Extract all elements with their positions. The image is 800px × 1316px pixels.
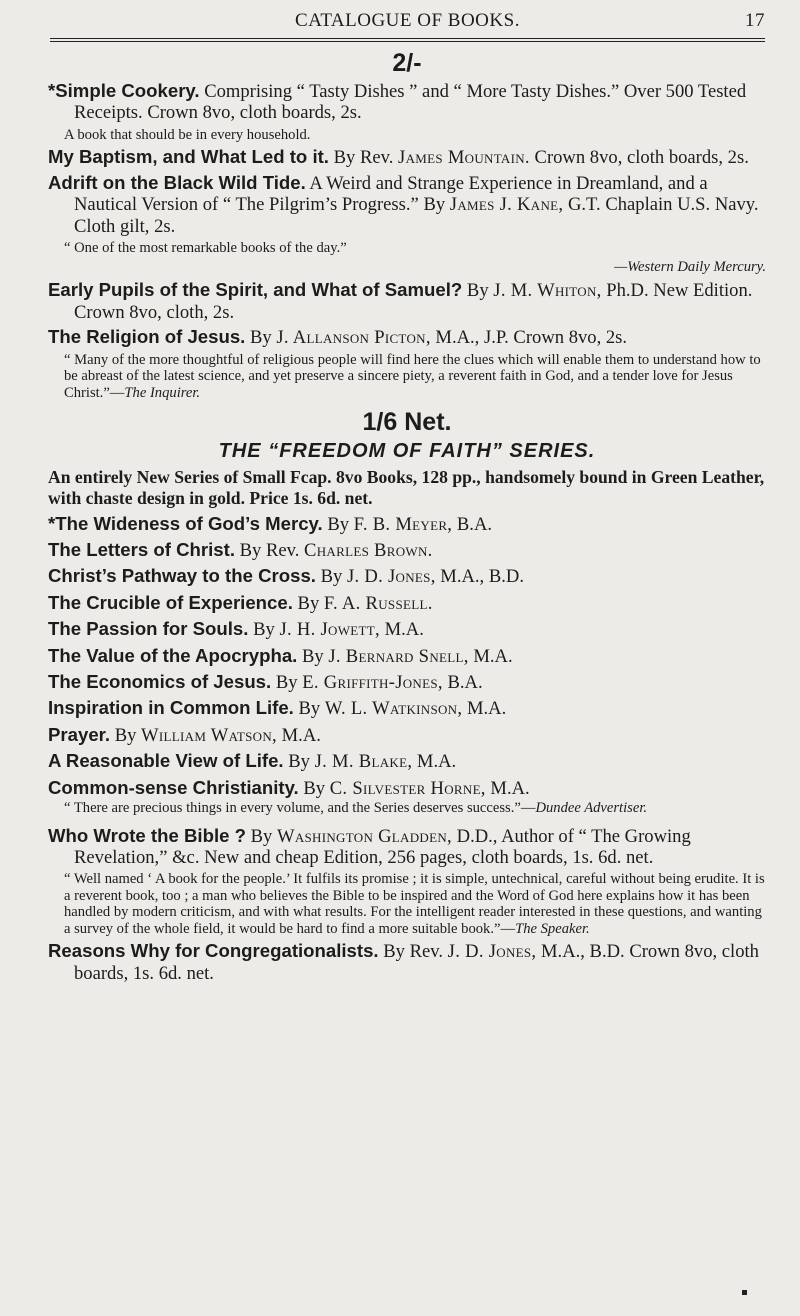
book-description: D.D., Author of “ The Growing Revelation,” &c. New and cheap Edition, 256 pages, cloth boards, 1s. 6d. net. (74, 825, 691, 868)
book-author: E. Griffith-Jones, (302, 672, 443, 693)
book-title: Prayer. (48, 723, 111, 745)
series-book-2 (48, 539, 766, 561)
review-source (48, 259, 766, 276)
book-title: *The Wideness of God’s Mercy. (48, 512, 323, 534)
book-by: By Rev. (378, 941, 448, 963)
book-note: A book that should be in every household. (64, 126, 311, 143)
book-author: F. A. Russell. (323, 592, 433, 614)
book-title: Early Pupils of the Spirit, and What of Samuel? (48, 279, 463, 301)
book-author: F. B. Meyer, (353, 513, 453, 535)
series-book-6 (48, 645, 766, 667)
review-source-name: —Western Daily Mercury. (614, 259, 766, 276)
book-author: J. Allanson Picton, (276, 327, 431, 349)
book-entry-reasons-why (48, 940, 766, 984)
book-description: M.A. (485, 777, 530, 799)
book-by: By (462, 280, 494, 302)
book-description: M.A. (462, 698, 507, 720)
book-by: By (245, 825, 277, 847)
book-description: B.A. (452, 513, 493, 535)
book-title: Reasons Why for Congregationalists. (48, 940, 379, 962)
series-description: An entirely New Series of Small Fcap. 8vo Books, 128 pp., handsomely bound in Green Leather, with chaste design in gold. Price 1s. 6d. net. (48, 466, 765, 508)
book-description: M.A. (412, 751, 457, 773)
review-quote-text: “ There are precious things in every volume, and the Series deserves success.”— (64, 800, 536, 817)
book-title: Inspiration in Common Life. (48, 697, 294, 719)
series-book-10 (48, 750, 766, 772)
book-description: M.A., B.D. Crown 8vo, cloth boards, 1s. 6d. net. (74, 941, 759, 984)
book-by: By (322, 513, 354, 535)
series-book-4 (48, 592, 766, 614)
header-rule-thick (50, 38, 765, 39)
book-description: Crown 8vo, cloth boards, 2s. (529, 147, 749, 169)
book-title: The Passion for Souls. (48, 618, 249, 640)
running-head (50, 10, 765, 36)
book-description-2: G.T. Chaplain U.S. Navy. Cloth gilt, 2s. (74, 194, 759, 237)
series-heading: THE “FREEDOM OF FAITH” SERIES. (218, 440, 596, 463)
book-author: J. M. Blake, (314, 751, 413, 773)
book-title: The Value of the Apocrypha. (48, 644, 298, 666)
series-book-9 (48, 724, 766, 746)
catalogue-content (48, 48, 766, 987)
book-author: William Watson, (141, 724, 277, 746)
book-title: The Religion of Jesus. (48, 326, 246, 348)
series-review-quote (48, 800, 766, 817)
review-quote (48, 352, 766, 402)
series-book-5 (48, 618, 766, 640)
book-title: *Simple Cookery. (48, 80, 200, 101)
review-quote: “ One of the most remarkable books of the day.” (64, 239, 347, 256)
price-heading-2s: 2/- (392, 49, 422, 77)
book-entry-my-baptism (48, 146, 766, 168)
book-entry-adrift (48, 172, 766, 237)
book-by: By (297, 645, 329, 667)
book-by: By (248, 619, 280, 641)
book-description: B.A. (442, 672, 483, 693)
book-author: J. H. Jowett, (279, 619, 380, 641)
review-quote-text: “ Well named ‘ A book for the people.’ It fulfils its promise ; it is simple, untechnical, careful without being erudite. It is a reverent book, too ; a man who believes the Bible to be inspired and the Word of God here explains how it has been handled by modern criticism, and with what results. For the intelligent reader interested in these questions, and wanting a survey of the whole field, it would be hard to find a more suitable book.”— (64, 871, 765, 937)
page-end-mark (742, 1290, 747, 1295)
book-author: Washington Gladden, (276, 825, 452, 847)
book-by: By (292, 592, 324, 614)
book-title: A Reasonable View of Life. (48, 750, 284, 772)
book-description: M.A., J.P. Crown 8vo, 2s. (430, 327, 628, 349)
book-by: By (245, 327, 277, 349)
running-title: CATALOGUE OF BOOKS. (295, 10, 520, 31)
book-by: By (271, 672, 303, 693)
book-by: By (293, 698, 325, 720)
book-title: Christ’s Pathway to the Cross. (48, 565, 316, 587)
book-title: The Crucible of Experience. (48, 591, 293, 613)
book-by: By (283, 751, 315, 773)
book-author: J. D. Jones, (346, 566, 436, 588)
price-heading-net: 1/6 Net. (362, 408, 452, 437)
book-title: Who Wrote the Bible ? (48, 824, 246, 846)
header-rule-thin (50, 41, 765, 42)
book-description: M.A. (468, 645, 513, 667)
series-book-1 (48, 513, 766, 535)
book-entry-who-wrote-the-bible (48, 825, 766, 869)
book-description: M.A. (379, 619, 424, 641)
review-source-name: The Speaker. (515, 920, 590, 937)
review-source-name: The Inquirer. (124, 384, 201, 401)
book-title: The Letters of Christ. (48, 538, 235, 560)
book-entry-early-pupils (48, 279, 766, 323)
book-title: Adrift on the Black Wild Tide. (48, 171, 306, 193)
book-by: By Rev. (328, 147, 399, 169)
book-by: By (110, 724, 142, 746)
book-author: J. D. Jones, (447, 941, 537, 963)
book-entry-simple-cookery (48, 80, 766, 124)
book-title: Common-sense Christianity. (48, 776, 299, 798)
book-author: James Mountain. (398, 147, 530, 169)
book-entry-religion-of-jesus (48, 326, 766, 348)
book-title: My Baptism, and What Led to it. (48, 146, 329, 168)
book-title: The Economics of Jesus. (48, 671, 272, 692)
book-description: A Weird and Strange Experience in Dreamland, and a Nautical Version of “ The Pilgrim’s Progress.” By (74, 172, 708, 216)
book-description: Ph.D. New Edition. Crown 8vo, cloth, 2s. (74, 280, 753, 323)
book-by: By (298, 777, 330, 799)
book-by: By (315, 566, 347, 588)
book-author: C. Silvester Horne, (329, 777, 486, 799)
review-quote (48, 871, 766, 937)
page-number: 17 (745, 10, 765, 31)
book-author: James J. Kane, (449, 194, 564, 216)
book-author: Charles Brown. (304, 539, 433, 561)
review-source-name: Dundee Advertiser. (535, 800, 648, 817)
book-description: Comprising “ Tasty Dishes ” and “ More Tasty Dishes.” Over 500 Tested Receipts. Crown 8vo, cloth boards, 2s. (74, 81, 747, 124)
book-author: J. M. Whiton, (493, 280, 602, 302)
review-quote-text: “ Many of the more thoughtful of religious people will find here the clues which will enable them to understand how to be abreast of the latest science, and yet preserve a sincere piety, a reverent faith in God, and a tender love for Jesus Christ.”— (64, 351, 761, 401)
series-book-7 (48, 671, 766, 693)
book-author: J. Bernard Snell, (328, 645, 469, 667)
series-book-3 (48, 565, 766, 587)
series-book-8 (48, 697, 766, 719)
book-by: By Rev. (235, 539, 305, 561)
book-author: W. L. Watkinson, (324, 698, 463, 720)
series-book-11 (48, 777, 766, 799)
book-description: M.A. (277, 724, 321, 746)
book-description: M.A., B.D. (435, 566, 524, 588)
